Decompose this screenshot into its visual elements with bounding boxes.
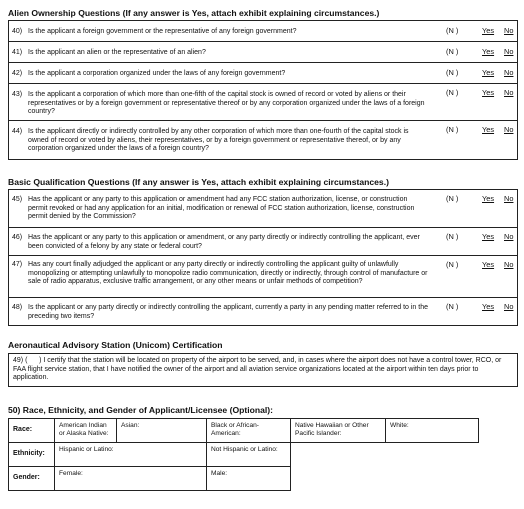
question-number: 42)	[12, 70, 23, 77]
no-option[interactable]: No	[504, 125, 514, 134]
alien-ownership-questions	[8, 20, 518, 160]
race-option[interactable]: Native Hawaiian or Other Pacific Islander:	[291, 419, 386, 443]
no-option[interactable]: No	[504, 88, 514, 97]
answer-group	[446, 125, 514, 135]
question-text: Is the applicant a corporation of which more than one-fifth of the capital stock is owned of record or voted by aliens or their representatives or by a foreign government or representative thereof or by any corporation organized under the laws of a foreign country?	[28, 91, 425, 116]
question-43	[9, 84, 517, 121]
race-option[interactable]: Asian:	[117, 419, 207, 443]
question-text: Has the applicant or any party to this application or amendment had any FCC station authorization, license, or construction permit revoked or had any application for an initial, modification or renewal of FCC station authorization, license, construction permit denied by the Commission?	[28, 196, 415, 221]
question-42	[9, 63, 517, 84]
question-41	[9, 42, 517, 63]
question-text: Is the applicant directly or indirectly controlled by any other corporation of which more than one-fourth of the capital stock is owned of record or voted by aliens, their representatives, or by a foreign government or representative thereof, or by any corporation organized under the laws of a foreign country?	[28, 128, 409, 153]
race-option[interactable]: White:	[386, 419, 479, 443]
gender-row	[9, 467, 479, 491]
question-number: 40)	[12, 28, 23, 35]
yes-option[interactable]: Yes	[482, 88, 495, 97]
question-45	[9, 190, 517, 228]
answer-marker[interactable]: (N )	[446, 125, 459, 134]
gender-option[interactable]: Male:	[207, 467, 291, 491]
question-47	[9, 256, 517, 298]
alien-ownership-title: Alien Ownership Questions (If any answer is Yes, attach exhibit explaining circumstances.)	[8, 8, 380, 18]
question-number: 46)	[12, 234, 23, 241]
question-text: Is the applicant a foreign government or the representative of any foreign government?	[28, 28, 297, 35]
question-number: 45)	[12, 196, 23, 203]
basic-qualification-questions	[8, 189, 518, 326]
answer-marker[interactable]: (N )	[446, 88, 459, 97]
answer-group	[446, 194, 514, 204]
no-option[interactable]: No	[504, 232, 514, 241]
unicom-certification-title: Aeronautical Advisory Station (Unicom) Certification	[8, 340, 223, 350]
ethnicity-option[interactable]: Not Hispanic or Latino:	[207, 443, 291, 467]
answer-group	[446, 260, 514, 270]
answer-marker[interactable]: (N )	[446, 47, 459, 56]
yes-option[interactable]: Yes	[482, 125, 495, 134]
question-text: Has the applicant or any party to this application or amendment, or any party directly or indirectly controlling the applicant, ever been convicted of a felony by any state or federal court?	[28, 234, 420, 250]
no-option[interactable]: No	[504, 194, 514, 203]
answer-group	[446, 88, 514, 98]
question-text: Is the applicant a corporation organized under the laws of any foreign government?	[28, 70, 286, 77]
answer-group	[446, 232, 514, 242]
question-text: Is the applicant or any party directly or indirectly controlling the applicant, currently a party in any pending matter referred to in the preceding two items?	[28, 304, 428, 320]
yes-option[interactable]: Yes	[482, 260, 495, 269]
answer-group	[446, 302, 514, 312]
answer-marker[interactable]: (N )	[446, 302, 459, 311]
question-number: 49)	[13, 357, 24, 364]
demographics-title-text: 50) Race, Ethnicity, and Gender of Applicant/Licensee (Optional):	[8, 405, 274, 415]
ethnicity-option[interactable]: Hispanic or Latino:	[55, 443, 207, 467]
race-row	[9, 419, 479, 443]
question-number: 43)	[12, 91, 23, 98]
answer-marker[interactable]: (N )	[446, 232, 459, 241]
answer-group	[446, 68, 514, 78]
yes-option[interactable]: Yes	[482, 232, 495, 241]
race-option[interactable]: American Indian or Alaska Native:	[55, 419, 117, 443]
no-option[interactable]: No	[504, 26, 514, 35]
question-48	[9, 298, 517, 325]
demographics-title	[8, 405, 273, 415]
question-40	[9, 21, 517, 42]
ethnicity-row	[9, 443, 479, 467]
question-46	[9, 228, 517, 256]
no-option[interactable]: No	[504, 260, 514, 269]
answer-marker[interactable]: (N )	[446, 26, 459, 35]
certification-text: I certify that the station will be located on property of the airport to be served, and, in cases where the airport does not have a control tower, RCO, or FAA flight service station, that I have notified the owner of the airport and all aviation service organizations located at the airport within ten days prior to application.	[13, 357, 502, 382]
certification-checkbox[interactable]: ( )	[25, 357, 42, 364]
answer-group	[446, 47, 514, 57]
yes-option[interactable]: Yes	[482, 26, 495, 35]
question-number: 41)	[12, 49, 23, 56]
answer-marker[interactable]: (N )	[446, 68, 459, 77]
basic-qualification-title: Basic Qualification Questions (If any answer is Yes, attach exhibit explaining circumstances.)	[8, 177, 389, 187]
question-number: 48)	[12, 304, 23, 311]
no-option[interactable]: No	[504, 47, 514, 56]
question-44	[9, 121, 517, 159]
race-label: Race:	[9, 419, 55, 443]
question-text: Has any court finally adjudged the applicant or any party directly or indirectly controlling the applicant guilty of unlawfully monopolizing or attempting unlawfully to monopolize radio communication, directly or indirectly, through control of manufacture or sale of radio apparatus, exclusive traffic arrangement, or any other means or unfair methods of competition?	[28, 261, 428, 286]
gender-label: Gender:	[9, 467, 55, 491]
question-number: 44)	[12, 128, 23, 135]
gender-option[interactable]: Female:	[55, 467, 207, 491]
question-number: 47)	[12, 261, 23, 268]
answer-marker[interactable]: (N )	[446, 260, 459, 269]
yes-option[interactable]: Yes	[482, 194, 495, 203]
answer-group	[446, 26, 514, 36]
question-text: Is the applicant an alien or the representative of an alien?	[28, 49, 206, 56]
answer-marker[interactable]: (N )	[446, 194, 459, 203]
empty-cell	[291, 467, 479, 491]
certification-statement	[13, 357, 513, 383]
demographics-table	[8, 418, 479, 491]
empty-cell	[291, 443, 479, 467]
no-option[interactable]: No	[504, 68, 514, 77]
race-option[interactable]: Black or African-American:	[207, 419, 291, 443]
unicom-certification-box	[8, 353, 518, 387]
yes-option[interactable]: Yes	[482, 68, 495, 77]
yes-option[interactable]: Yes	[482, 302, 495, 311]
yes-option[interactable]: Yes	[482, 47, 495, 56]
no-option[interactable]: No	[504, 302, 514, 311]
ethnicity-label: Ethnicity:	[9, 443, 55, 467]
